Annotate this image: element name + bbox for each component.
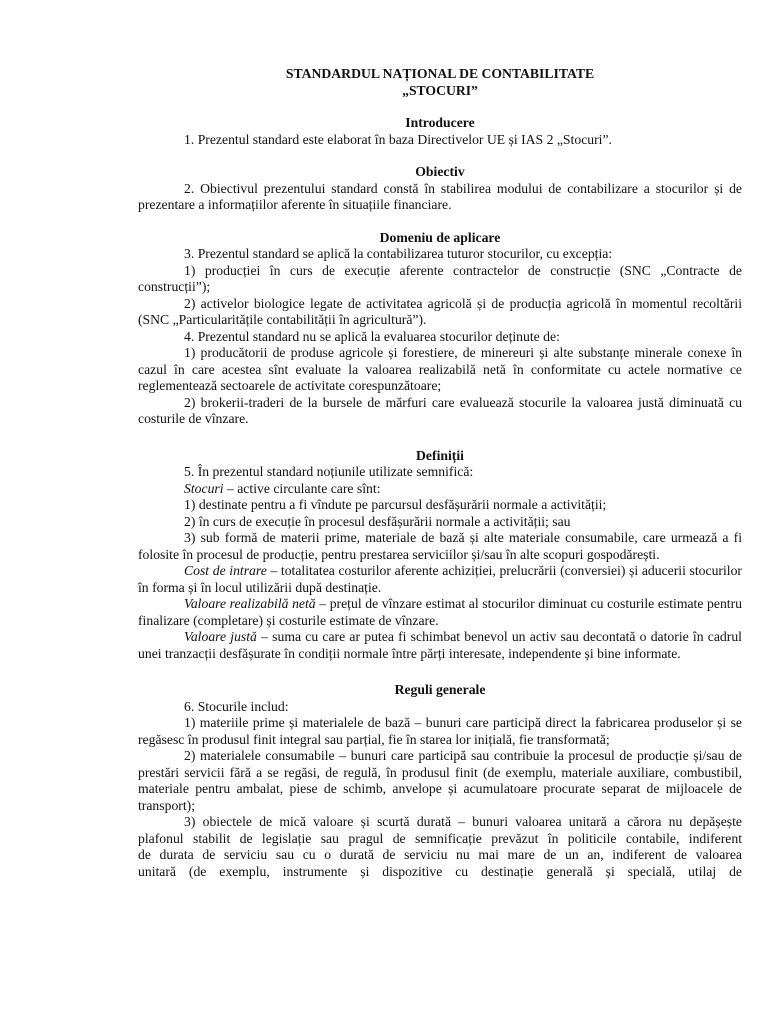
definition-valoare-justa — [138, 629, 742, 662]
title-line-1: STANDARDUL NAȚIONAL DE CONTABILITATE — [285, 66, 595, 81]
paragraph-3-item-1: 1) producției în curs de execuție aferente contractelor de construcție (SNC „Contracte de construcții”); — [138, 262, 742, 294]
reguli-item-3 — [138, 814, 742, 880]
definition-valoare-realizabila-neta-text: – prețul de vînzare estimat al stocurilor diminuat cu costurile estimate pentru finalizare (completare) și costurile estimate de vînzare. — [138, 596, 742, 628]
stocuri-item-2: 2) în curs de execuție în procesul desfășurării normale a activității; sau — [184, 513, 571, 529]
term-valoare-realizabila-neta: Valoare realizabilă netă — [184, 596, 316, 611]
stocuri-item-3: 3) sub formă de materii prime, materiale de bază și alte materiale consumabile, care urmează a fi folosite în procesul de producție, pentru prestarea serviciilor și/sau în alte scopuri gospodărești. — [138, 530, 742, 562]
heading-reguli-generale: Reguli generale — [394, 682, 486, 697]
reguli-item-3-line-2: plafonul stabilit de legislație sau pragul de semnificație prevăzut în politicile contabile, indiferent — [138, 830, 742, 846]
definition-stocuri-text: – active circulante care sînt: — [223, 480, 381, 496]
definition-stocuri — [138, 481, 742, 498]
term-valoare-justa: Valoare justă — [184, 629, 257, 644]
paragraph-1: 1. Prezentul standard este elaborat în baza Directivelor UE și IAS 2 „Stocuri”. — [184, 131, 612, 147]
definition-valoare-justa-text: – suma cu care ar putea fi schimbat benevol un activ sau decontată o datorie în cadrul unei tranzacții desfășurate în condiții normale între părți interesate, independente și bine informate. — [138, 629, 742, 661]
reguli-item-3-line-4: unitară (de exemplu, instrumente și dispozitive cu destinație generală și specială, utilaj de — [138, 863, 742, 879]
document-page — [138, 66, 742, 880]
reguli-item-2: 2) materialele consumabile – bunuri care participă sau contribuie la procesul de producție și/sau de prestări servicii fără a se regăsi, de regulă, în produsul finit (de exemplu, materiale auxiliare, combustibil, materiale pentru ambalat, piese de schimb, anvelope și acumulatoare procurate separat de mijloacele de transport); — [138, 748, 742, 813]
definition-valoare-realizabila-neta — [138, 596, 742, 629]
reguli-item-3-line-1: 3) obiectele de mică valoare și scurtă durată – bunuri valoarea unitară a cărora nu depășește — [184, 814, 742, 829]
paragraph-6: 6. Stocurile includ: — [184, 698, 289, 714]
paragraph-2: 2. Obiectivul prezentului standard constă în stabilirea modului de contabilizare a stocurilor și de prezentare a informațiilor aferente în situațiile financiare. — [138, 180, 742, 212]
stocuri-item-1: 1) destinate pentru a fi vîndute pe parcursul desfășurării normale a activității; — [184, 497, 607, 512]
document-title — [138, 66, 742, 99]
term-cost-intrare: Cost de intrare — [184, 563, 267, 578]
paragraph-4-item-2: 2) brokerii-traderi de la bursele de mărfuri care evaluează stocurile la valoarea justă diminuată cu costurile de vînzare. — [138, 394, 742, 426]
definition-cost-intrare-text: – totalitatea costurilor aferente achiziției, prelucrării (conversiei) și aducerii stocurilor în forma și în locul utilizării după destinație. — [138, 563, 742, 595]
term-stocuri: Stocuri — [184, 480, 224, 496]
title-line-2: „STOCURI” — [402, 82, 478, 98]
definition-cost-intrare — [138, 563, 742, 596]
heading-definitii: Definiții — [416, 447, 464, 463]
paragraph-4-item-1: 1) producătorii de produse agricole și forestiere, de minereuri și alte substanțe minerale conexe în cazul în care acestea sînt evaluate la valoarea realizabilă netă în conformitate cu actele normative ce reglementează sectoarele de activitate corespunzătoare; — [138, 345, 742, 393]
reguli-item-1: 1) materiile prime și materialele de bază – bunuri care participă direct la fabricarea produselor și se regăsesc în produsul finit integral sau parțial, fie în starea lor inițială, fie transformată; — [138, 715, 742, 747]
heading-introducere: Introducere — [405, 115, 475, 130]
paragraph-4: 4. Prezentul standard nu se aplică la evaluarea stocurilor deținute de: — [184, 328, 560, 344]
paragraph-3: 3. Prezentul standard se aplică la contabilizarea tuturor stocurilor, cu excepția: — [184, 246, 613, 261]
heading-obiectiv: Obiectiv — [415, 164, 465, 179]
reguli-item-3-line-3: de durata de serviciu sau cu o durată de serviciu nu mai mare de un an, indiferent de valoarea — [138, 847, 742, 862]
heading-domeniu: Domeniu de aplicare — [379, 229, 501, 245]
paragraph-5: 5. În prezentul standard noțiunile utilizate semnifică: — [184, 464, 474, 479]
paragraph-3-item-2: 2) activelor biologice legate de activitatea agricolă și de producția agricolă în momentul recoltării (SNC „Particularitățile contabilității în agricultură”). — [138, 295, 742, 327]
